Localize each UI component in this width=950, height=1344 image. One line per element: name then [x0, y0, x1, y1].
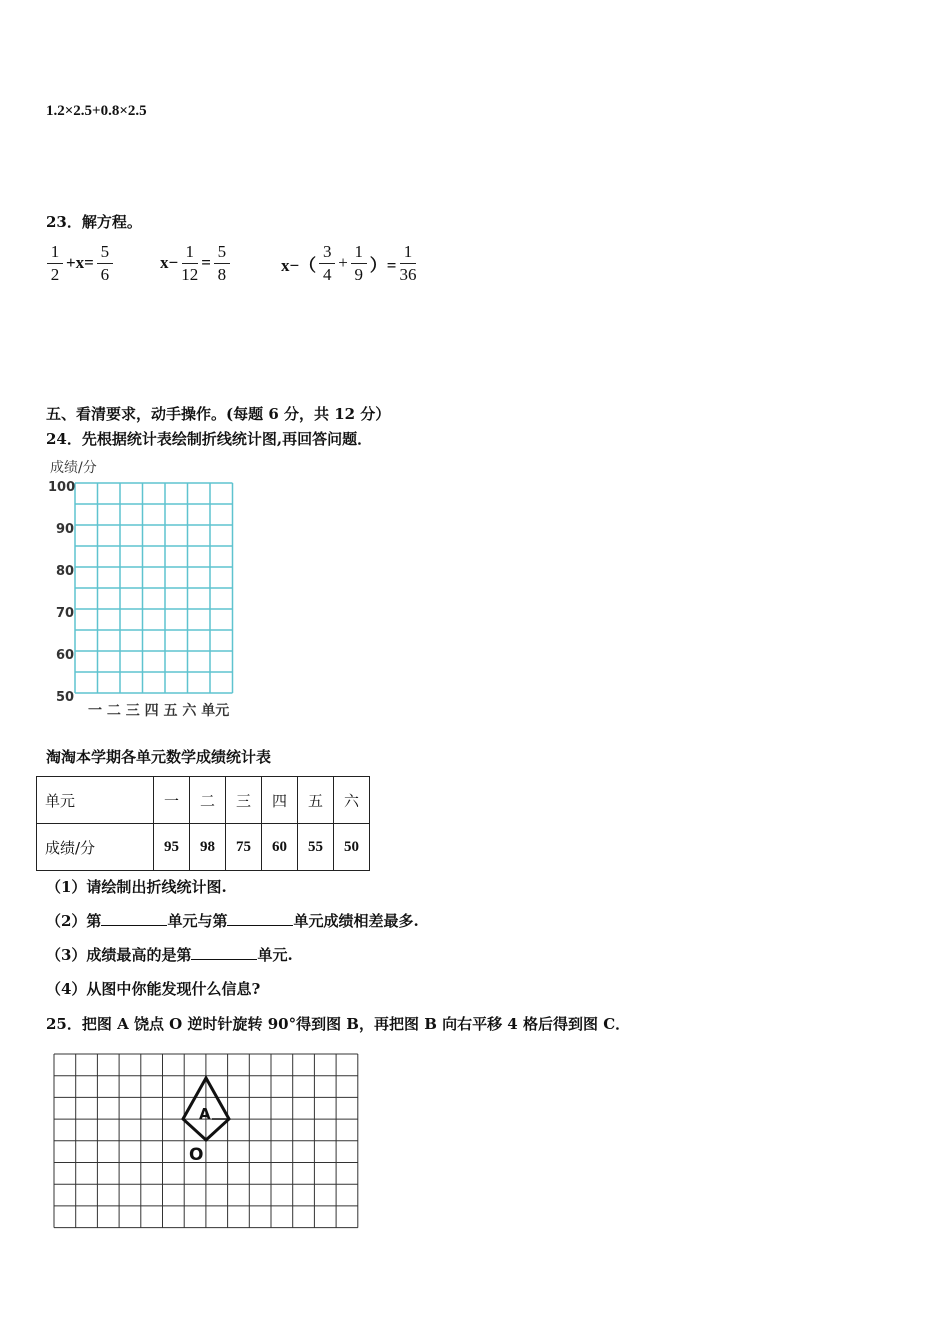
label-A: A [199, 1105, 211, 1123]
equation-text: = [201, 253, 211, 273]
fraction [97, 242, 113, 284]
score-cell: 50 [334, 824, 370, 871]
unit-cell: 六 [334, 777, 370, 824]
score-cell: 75 [226, 824, 262, 871]
score-table [36, 776, 370, 871]
calc-expression: 1.2×2.5+0.8×2.5 [46, 103, 147, 119]
equation-text: x−（ [281, 255, 317, 275]
equation-3 [281, 242, 419, 284]
q24-sub3-text: （3）成绩最高的是第 [46, 946, 192, 964]
unit-cell: 二 [190, 777, 226, 824]
answer-blank[interactable] [227, 911, 293, 926]
y-tick-label: 80 [56, 564, 75, 579]
y-tick-label: 90 [56, 522, 75, 537]
q25-title: 25．把图 A 饶点 O 逆时针旋转 90°得到图 B，再把图 B 向右平移 4 格后得到图 C． [46, 1015, 631, 1033]
score-cell: 60 [262, 824, 298, 871]
grid-lines [75, 483, 233, 693]
denominator: 2 [50, 264, 60, 284]
y-tick-labels [48, 480, 75, 705]
equation-text: + [338, 253, 348, 273]
numerator: 1 [400, 242, 416, 264]
chart-xlabel: 一 二 三 四 五 六 单元 [88, 703, 230, 719]
equation-2 [160, 242, 233, 284]
y-tick-label: 70 [56, 606, 75, 621]
answer-blank[interactable] [191, 945, 257, 960]
numerator: 1 [351, 242, 367, 264]
q24-sub1: （1）请绘制出折线统计图. [46, 878, 227, 896]
unit-cell: 三 [226, 777, 262, 824]
answer-blank[interactable] [101, 911, 167, 926]
numerator: 1 [47, 242, 63, 264]
equation-1 [44, 242, 116, 284]
q23-title: 23．解方程。 [46, 213, 142, 231]
score-cell: 95 [154, 824, 190, 871]
q24-sub2-text: （2）第 [46, 912, 102, 930]
q24-sub4: （4）从图中你能发现什么信息? [46, 980, 261, 998]
fraction [181, 242, 198, 284]
rotation-grid [52, 1052, 362, 1234]
q24-sub2-text: 单元与第 [167, 912, 228, 930]
equation-text: +x= [66, 253, 94, 273]
fraction [399, 242, 416, 284]
unit-cell: 一 [154, 777, 190, 824]
numerator: 3 [319, 242, 335, 264]
q24-sub2-text: 单元成绩相差最多. [293, 912, 419, 930]
denominator: 36 [399, 264, 417, 284]
fraction [47, 242, 63, 284]
table-title: 淘淘本学期各单元数学成绩统计表 [46, 748, 272, 766]
label-O: O [189, 1145, 204, 1165]
equation-text: x− [160, 253, 179, 273]
fraction [319, 242, 335, 284]
denominator: 8 [217, 264, 227, 284]
q24-sub2 [46, 910, 419, 931]
q24-title: 24．先根据统计表绘制折线统计图,再回答问题． [46, 430, 373, 448]
y-tick-label: 60 [56, 648, 75, 663]
y-tick-label: 50 [56, 690, 75, 705]
q24-sub3-text: 单元. [257, 946, 293, 964]
q24-sub3 [46, 944, 293, 965]
table-row [37, 777, 370, 824]
fraction [214, 242, 230, 284]
table-header-cell: 单元 [37, 777, 154, 824]
chart-ylabel: 成绩/分 [50, 460, 97, 476]
denominator: 4 [322, 264, 332, 284]
numerator: 5 [97, 242, 113, 264]
denominator: 9 [354, 264, 364, 284]
fraction [351, 242, 367, 284]
unit-cell: 四 [262, 777, 298, 824]
equation-text: ）= [369, 255, 397, 275]
table-row [37, 824, 370, 871]
unit-cell: 五 [298, 777, 334, 824]
denominator: 12 [181, 264, 199, 284]
numerator: 5 [214, 242, 230, 264]
numerator: 1 [182, 242, 198, 264]
y-tick-label: 100 [48, 480, 76, 495]
table-header-cell: 成绩/分 [37, 824, 154, 871]
score-cell: 55 [298, 824, 334, 871]
blank-line-chart-grid [44, 452, 274, 724]
section-5-title: 五、看清要求，动手操作。(每题 6 分，共 12 分） [46, 405, 391, 423]
score-cell: 98 [190, 824, 226, 871]
denominator: 6 [100, 264, 110, 284]
